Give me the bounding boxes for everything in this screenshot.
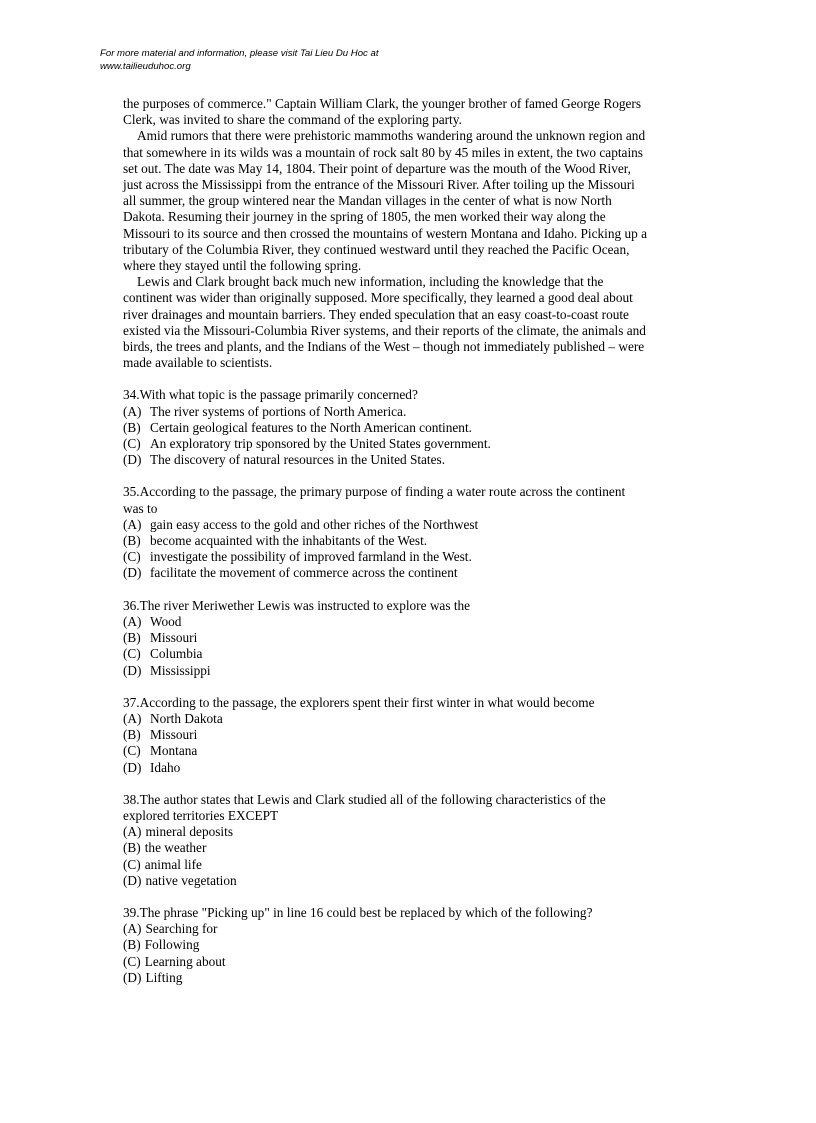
option-c bbox=[123, 954, 703, 970]
question-34 bbox=[123, 387, 703, 468]
passage-line: Clerk, was invited to share the command of the exploring party. bbox=[123, 112, 462, 128]
option-a bbox=[123, 404, 703, 420]
header-url: www.tailieuduhoc.org bbox=[100, 61, 191, 72]
option-letter: (B) bbox=[123, 937, 141, 953]
question-stem: 34.With what topic is the passage primarily concerned? bbox=[123, 387, 418, 403]
passage-line: Missouri to its source and then crossed the mountains of western Montana and Idaho. Picking up a bbox=[123, 225, 648, 241]
option-letter: (D) bbox=[123, 662, 142, 678]
question-39 bbox=[123, 905, 703, 986]
question-stem: 37.According to the passage, the explorers spent their first winter in what would become bbox=[123, 694, 595, 710]
passage-line: just across the Mississippi from the entrance of the Missouri River. After toiling up the Missouri bbox=[123, 177, 635, 193]
option-letter: (C) bbox=[123, 953, 141, 969]
option-letter: (B) bbox=[123, 533, 141, 549]
option-c bbox=[123, 743, 703, 759]
option-letter: (C) bbox=[123, 646, 141, 662]
option-text: Montana bbox=[150, 743, 198, 759]
option-b bbox=[123, 727, 703, 743]
option-letter: (A) bbox=[123, 613, 142, 629]
option-letter: (D) bbox=[123, 969, 142, 985]
option-text: Mississippi bbox=[150, 662, 211, 678]
passage-line: continent was wider than originally supposed. More specifically, they learned a good deal about bbox=[123, 290, 633, 306]
question-stem-continued: explored territories EXCEPT bbox=[123, 807, 279, 823]
option-text: Missouri bbox=[150, 727, 198, 743]
passage-line: river drainages and mountain barriers. They ended speculation that an easy coast-to-coast route bbox=[123, 306, 629, 322]
option-c bbox=[123, 857, 703, 873]
option-d bbox=[123, 970, 703, 986]
option-text: Learning about bbox=[144, 953, 226, 969]
option-letter: (A) bbox=[123, 921, 142, 937]
question-36 bbox=[123, 598, 703, 679]
passage-paragraph-2 bbox=[123, 274, 703, 371]
passage-paragraph-1 bbox=[123, 128, 703, 274]
option-text: become acquainted with the inhabitants of the West. bbox=[150, 533, 428, 549]
option-text: native vegetation bbox=[145, 872, 237, 888]
passage-line: that somewhere in its wilds was a mountain of rock salt 80 by 45 miles in extent, the two captains bbox=[123, 144, 643, 160]
passage-line: set out. The date was May 14, 1804. Their point of departure was the mouth of the Wood River, bbox=[123, 160, 632, 176]
option-a bbox=[123, 824, 703, 840]
passage-line: where they stayed until the following spring. bbox=[123, 258, 362, 274]
passage-line: tributary of the Columbia River, they continued westward until they reached the Pacific Ocean, bbox=[123, 241, 630, 257]
option-text: Lifting bbox=[145, 969, 183, 985]
passage-line: the purposes of commerce." Captain William Clark, the younger brother of famed George Rogers bbox=[123, 96, 642, 111]
option-letter: (D) bbox=[123, 452, 142, 468]
option-text: mineral deposits bbox=[145, 824, 233, 840]
passage-line: existed via the Missouri-Columbia River systems, and their reports of the climate, the animals and bbox=[123, 322, 646, 338]
option-letter: (B) bbox=[123, 419, 141, 435]
question-stem: 38.The author states that Lewis and Clark studied all of the following characteristics of the bbox=[123, 791, 606, 807]
option-a bbox=[123, 711, 703, 727]
option-d bbox=[123, 760, 703, 776]
option-c bbox=[123, 646, 703, 662]
option-d bbox=[123, 873, 703, 889]
option-d bbox=[123, 452, 703, 468]
option-letter: (A) bbox=[123, 403, 142, 419]
option-letter: (B) bbox=[123, 727, 141, 743]
option-letter: (B) bbox=[123, 840, 141, 856]
option-text: An exploratory trip sponsored by the United States government. bbox=[150, 436, 491, 452]
option-text: gain easy access to the gold and other riches of the Northwest bbox=[150, 516, 479, 532]
option-text: facilitate the movement of commerce across the continent bbox=[150, 565, 458, 581]
passage-line: Dakota. Resuming their journey in the spring of 1805, the men worked their way along the bbox=[123, 209, 606, 225]
option-b bbox=[123, 420, 703, 436]
option-letter: (C) bbox=[123, 549, 141, 565]
question-stem: 36.The river Meriwether Lewis was instructed to explore was the bbox=[123, 597, 471, 613]
passage-line: Lewis and Clark brought back much new information, including the knowledge that the bbox=[137, 274, 604, 290]
option-letter: (A) bbox=[123, 824, 142, 840]
page-header bbox=[100, 47, 379, 73]
question-38 bbox=[123, 792, 703, 889]
option-letter: (D) bbox=[123, 872, 142, 888]
option-a bbox=[123, 517, 703, 533]
option-b bbox=[123, 937, 703, 953]
option-letter: (A) bbox=[123, 516, 142, 532]
document-body bbox=[123, 96, 703, 986]
option-text: Idaho bbox=[150, 759, 181, 775]
option-text: Certain geological features to the North American continent. bbox=[150, 419, 472, 435]
option-d bbox=[123, 663, 703, 679]
option-a bbox=[123, 921, 703, 937]
option-c bbox=[123, 436, 703, 452]
option-text: the weather bbox=[144, 840, 207, 856]
question-35 bbox=[123, 484, 703, 581]
option-c bbox=[123, 549, 703, 565]
passage-line: birds, the trees and plants, and the Indians of the West – though not immediately published – were bbox=[123, 339, 645, 355]
option-letter: (A) bbox=[123, 710, 142, 726]
passage-paragraph-0 bbox=[123, 96, 703, 128]
option-text: Missouri bbox=[150, 630, 198, 646]
option-letter: (C) bbox=[123, 743, 141, 759]
option-letter: (C) bbox=[123, 856, 141, 872]
header-line-1: For more material and information, please visit Tai Lieu Du Hoc at bbox=[100, 48, 379, 59]
option-b bbox=[123, 840, 703, 856]
option-text: Columbia bbox=[150, 646, 203, 662]
question-stem: 35.According to the passage, the primary purpose of finding a water route across the continent bbox=[123, 484, 626, 500]
question-stem: 39.The phrase "Picking up" in line 16 could best be replaced by which of the following? bbox=[123, 904, 593, 920]
option-letter: (C) bbox=[123, 436, 141, 452]
option-text: investigate the possibility of improved farmland in the West. bbox=[150, 549, 472, 565]
option-a bbox=[123, 614, 703, 630]
option-d bbox=[123, 565, 703, 581]
option-text: The discovery of natural resources in the United States. bbox=[150, 452, 446, 468]
option-text: Following bbox=[144, 937, 200, 953]
option-letter: (B) bbox=[123, 630, 141, 646]
option-b bbox=[123, 630, 703, 646]
option-text: Wood bbox=[150, 613, 182, 629]
option-text: animal life bbox=[144, 856, 202, 872]
option-letter: (D) bbox=[123, 759, 142, 775]
option-text: North Dakota bbox=[150, 710, 223, 726]
option-text: The river systems of portions of North America. bbox=[150, 403, 407, 419]
passage-line: made available to scientists. bbox=[123, 355, 273, 371]
option-text: Searching for bbox=[145, 921, 218, 937]
option-b bbox=[123, 533, 703, 549]
option-letter: (D) bbox=[123, 565, 142, 581]
passage-line: all summer, the group wintered near the Mandan villages in the center of what is now North bbox=[123, 193, 612, 209]
passage-line: Amid rumors that there were prehistoric mammoths wandering around the unknown region and bbox=[137, 128, 646, 144]
question-37 bbox=[123, 695, 703, 776]
question-stem-continued: was to bbox=[123, 500, 158, 516]
